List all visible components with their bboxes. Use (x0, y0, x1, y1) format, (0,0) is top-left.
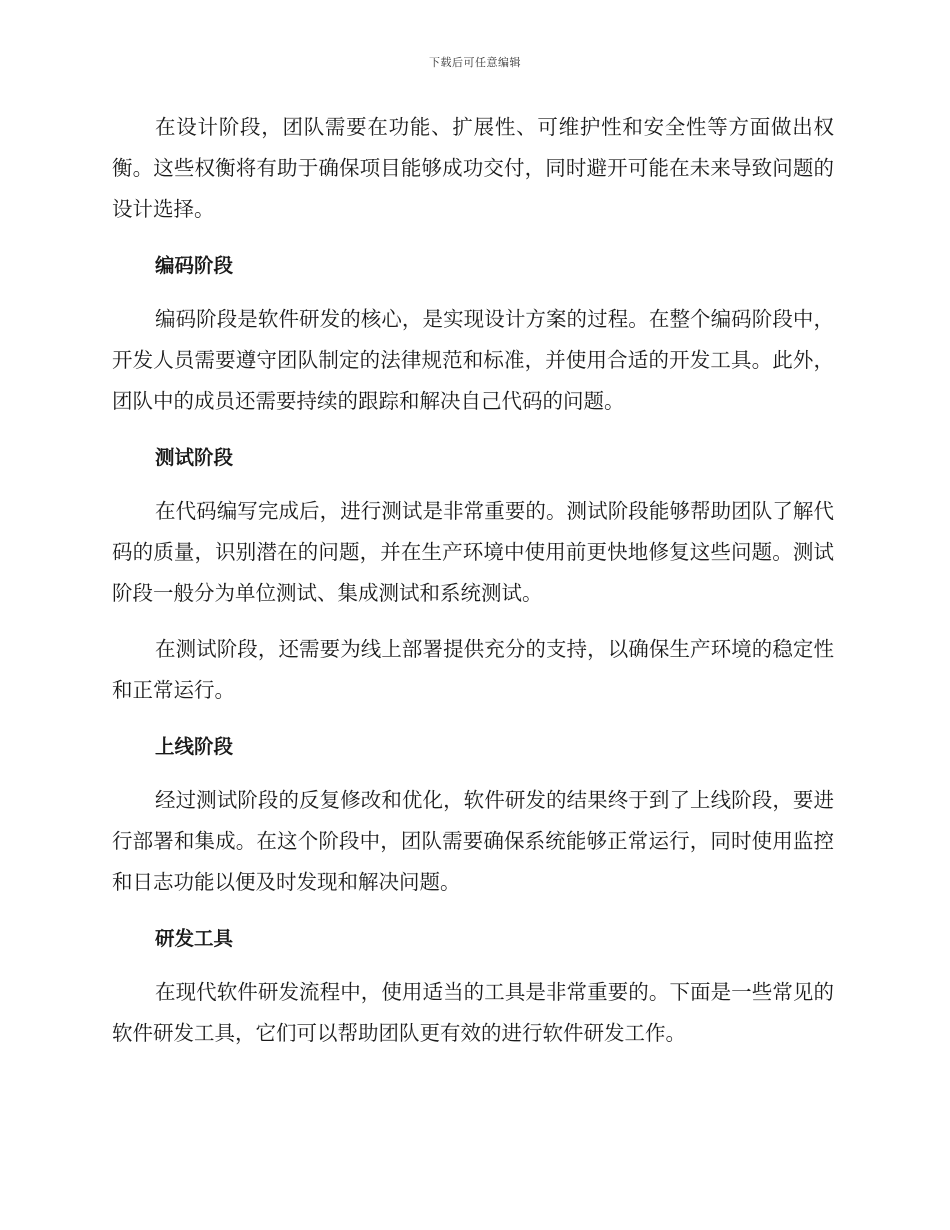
paragraph-tools: 在现代软件研发流程中，使用适当的工具是非常重要的。下面是一些常见的软件研发工具，它们可以帮助团队更有效的进行软件研发工作。 (112, 980, 834, 1045)
document-body (112, 107, 834, 1069)
paragraph-coding: 编码阶段是软件研发的核心，是实现设计方案的过程。在整个编码阶段中，开发人员需要遵守团队制定的法律规范和标准，并使用合适的开发工具。此外，团队中的成员还需要持续的跟踪和解决自己代码的问题。 (112, 307, 834, 413)
page-header: 下载后可任意编辑 (429, 56, 521, 69)
section-heading-tools: 研发工具 (155, 927, 234, 950)
section-heading-launch: 上线阶段 (155, 735, 234, 758)
paragraph-testing: 在代码编写完成后，进行测试是非常重要的。测试阶段能够帮助团队了解代码的质量，识别潜在的问题，并在生产环境中使用前更快地修复这些问题。测试阶段一般分为单位测试、集成测试和系统测试。 (112, 499, 834, 605)
paragraph-testing-support: 在测试阶段，还需要为线上部署提供充分的支持，以确保生产环境的稳定性和正常运行。 (112, 637, 834, 702)
section-heading-testing: 测试阶段 (155, 446, 234, 469)
paragraph-launch: 经过测试阶段的反复修改和优化，软件研发的结果终于到了上线阶段，要进行部署和集成。在这个阶段中，团队需要确保系统能够正常运行，同时使用监控和日志功能以便及时发现和解决问题。 (112, 788, 834, 894)
section-heading-coding: 编码阶段 (155, 254, 234, 277)
paragraph-design-tradeoffs: 在设计阶段，团队需要在功能、扩展性、可维护性和安全性等方面做出权衡。这些权衡将有助于确保项目能够成功交付，同时避开可能在未来导致问题的设计选择。 (112, 115, 834, 221)
